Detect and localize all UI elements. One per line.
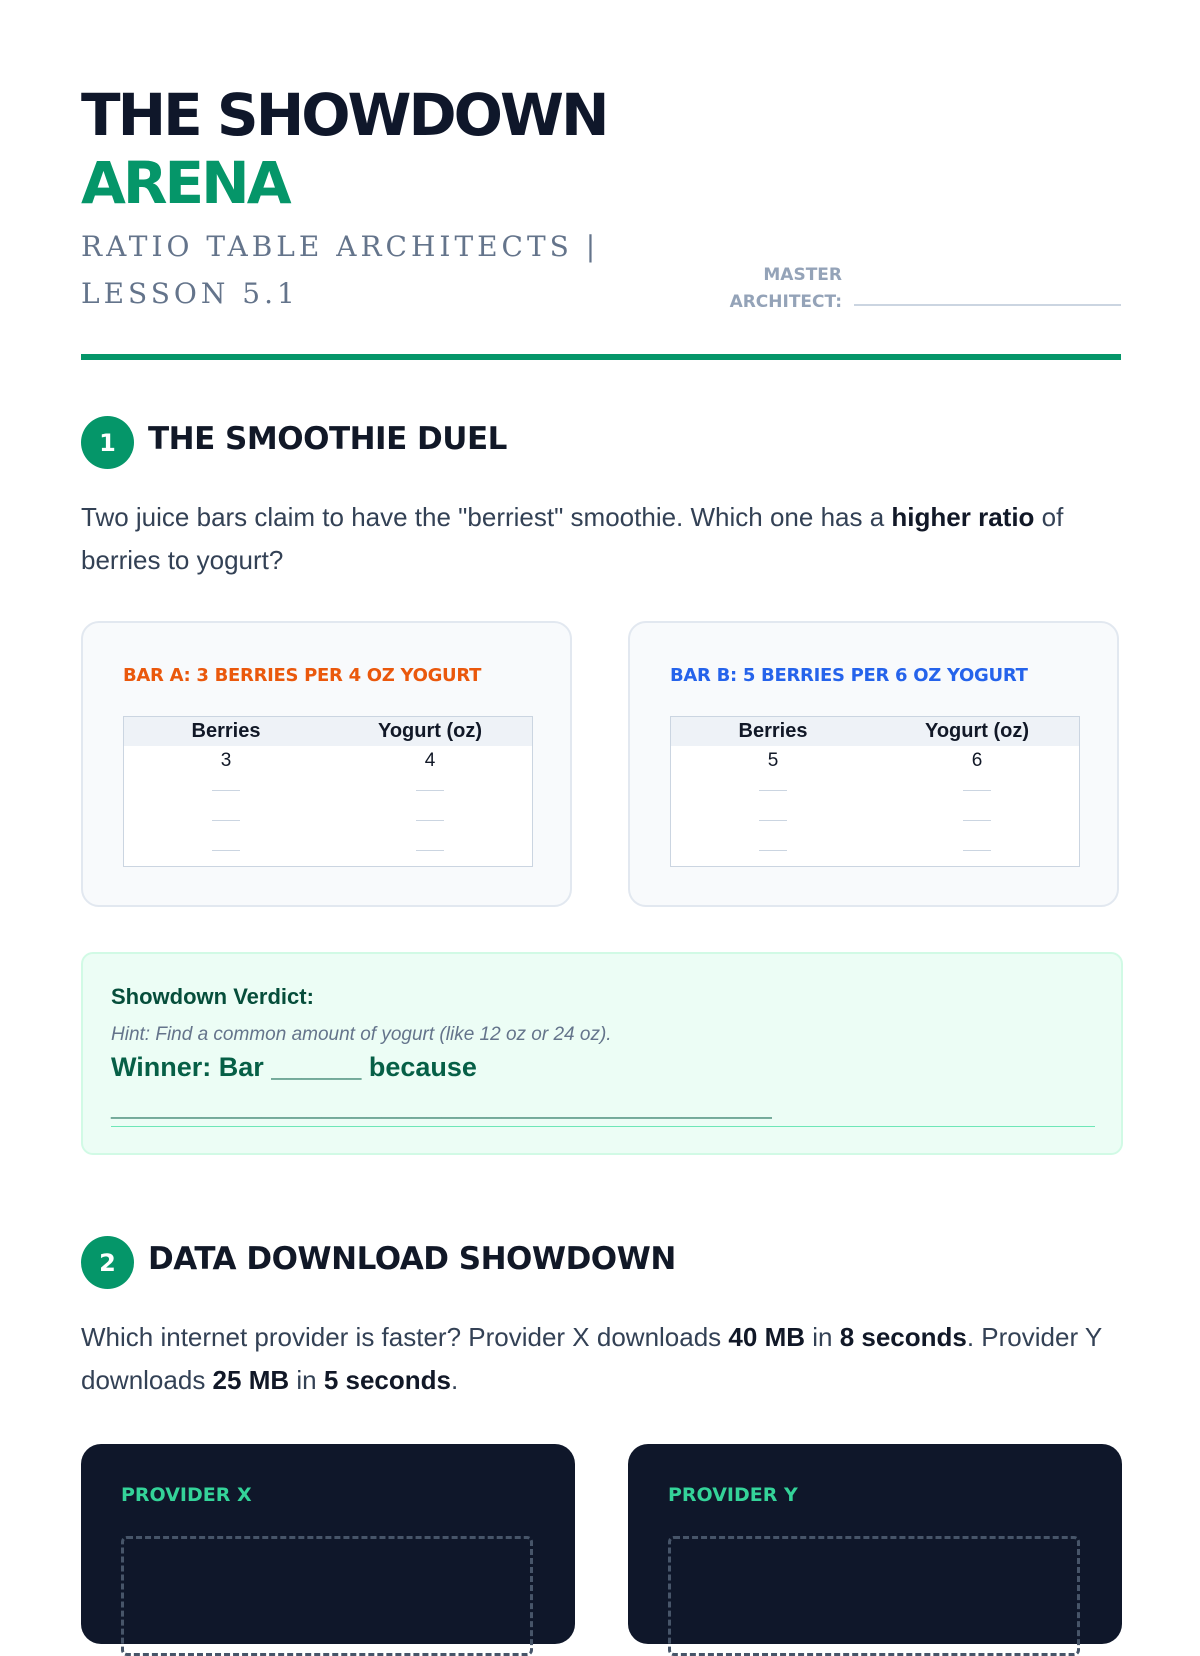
- name-field-label: MASTER ARCHITECT:: [729, 265, 842, 312]
- provider-x-work-area[interactable]: [121, 1536, 533, 1656]
- column-header-berries: Berries: [124, 717, 329, 747]
- intro-text: .: [450, 1365, 459, 1395]
- intro-text: in: [805, 1322, 840, 1352]
- provider-x-label: PROVIDER X: [121, 1484, 252, 1506]
- table-row: [124, 806, 533, 836]
- table-row: [124, 836, 533, 867]
- table-cell: 5: [767, 750, 779, 771]
- blank-cell[interactable]: [124, 776, 329, 806]
- bar-b-ratio-table: [670, 716, 1080, 867]
- table-row: [671, 836, 1080, 867]
- bar-a-card: [81, 621, 572, 907]
- intro-emphasis: 5 seconds: [323, 1365, 451, 1395]
- verdict-box: [81, 952, 1123, 1155]
- bar-b-label: BAR B: 5 BERRIES PER 6 OZ YOGURT: [670, 665, 1028, 686]
- intro-emphasis: higher ratio: [891, 502, 1035, 532]
- section-1-title: THE SMOOTHIE DUEL: [148, 421, 507, 457]
- table-row: [124, 776, 533, 806]
- verdict-hint: Hint: Find a common amount of yogurt (like 12 oz or 24 oz).: [111, 1024, 612, 1045]
- provider-y-label: PROVIDER Y: [668, 1484, 798, 1506]
- blank-cell[interactable]: [124, 836, 329, 867]
- table-cell: 4: [424, 750, 436, 771]
- verdict-divider: [111, 1126, 1095, 1127]
- column-header-berries: Berries: [671, 717, 876, 747]
- section-2-title: DATA DOWNLOAD SHOWDOWN: [148, 1241, 676, 1277]
- table-cell: 6: [971, 750, 983, 771]
- blank-cell[interactable]: [328, 776, 533, 806]
- blank-cell[interactable]: [875, 806, 1080, 836]
- section-1-intro: [81, 496, 1131, 582]
- blank-cell[interactable]: [328, 806, 533, 836]
- page-title-line1: THE SHOWDOWN: [81, 81, 607, 149]
- blank-cell[interactable]: [671, 836, 876, 867]
- bar-a-label: BAR A: 3 BERRIES PER 4 OZ YOGURT: [123, 665, 482, 686]
- provider-y-work-area[interactable]: [668, 1536, 1080, 1656]
- verdict-answer-prompt[interactable]: Winner: Bar ______ because: [111, 1052, 477, 1082]
- provider-x-card: [81, 1444, 575, 1644]
- intro-text: Which internet provider is faster? Provider X downloads: [81, 1322, 729, 1352]
- section-1-badge: 1: [81, 416, 134, 469]
- blank-cell[interactable]: [875, 836, 1080, 867]
- intro-emphasis: 40 MB: [728, 1322, 805, 1352]
- column-header-yogurt: Yogurt (oz): [328, 717, 533, 747]
- page-title-line2: ARENA: [81, 149, 289, 217]
- table-row: [671, 746, 1080, 776]
- intro-emphasis: 25 MB: [212, 1365, 290, 1395]
- table-row: [671, 806, 1080, 836]
- blank-cell[interactable]: [124, 806, 329, 836]
- verdict-answer-line[interactable]: ____________________________________________: [111, 1091, 772, 1121]
- intro-text: in: [289, 1365, 324, 1395]
- intro-emphasis: 8 seconds: [839, 1322, 967, 1352]
- name-field-line[interactable]: [854, 304, 1121, 306]
- blank-cell[interactable]: [875, 776, 1080, 806]
- section-2-badge: 2: [81, 1236, 134, 1289]
- header-divider: [81, 354, 1121, 360]
- column-header-yogurt: Yogurt (oz): [875, 717, 1080, 747]
- bar-a-ratio-table: [123, 716, 533, 867]
- table-row: [124, 746, 533, 776]
- blank-cell[interactable]: [671, 806, 876, 836]
- verdict-title: Showdown Verdict:: [111, 984, 314, 1009]
- intro-text-end: of berries to yogurt?: [81, 502, 1064, 575]
- table-row: [671, 776, 1080, 806]
- blank-cell[interactable]: [328, 836, 533, 867]
- bar-b-card: [628, 621, 1119, 907]
- intro-text-start: Two juice bars claim to have the "berriest" smoothie. Which one has a: [81, 502, 892, 532]
- section-2-intro: [81, 1316, 1131, 1402]
- page-subtitle: RATIO TABLE ARCHITECTS | LESSON 5.1: [81, 230, 600, 310]
- provider-y-card: [628, 1444, 1122, 1644]
- blank-cell[interactable]: [671, 776, 876, 806]
- table-cell: 3: [220, 750, 232, 771]
- intro-text: . Provider Y downloads: [81, 1322, 1102, 1395]
